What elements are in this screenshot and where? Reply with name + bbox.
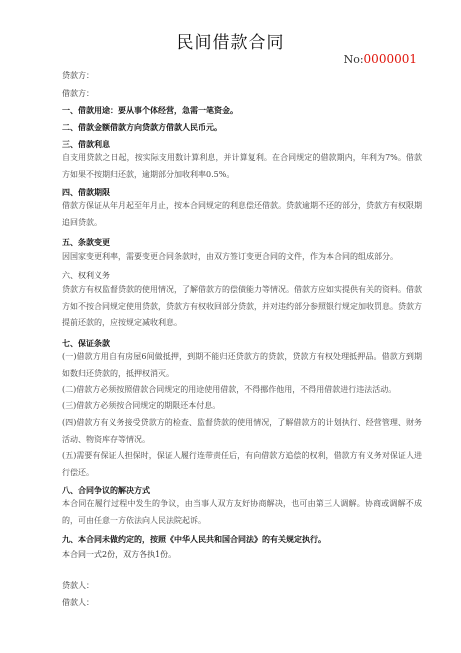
contract-number-value: 0000001 xyxy=(363,52,417,66)
section-1-heading: 一、借款用途：要从事个体经营，急需一笔资金。 xyxy=(62,105,238,115)
contract-number xyxy=(344,52,417,66)
contract-number-label: No: xyxy=(343,53,364,66)
section-2-heading: 二、借款金额借款方向贷款方借款人民币元。 xyxy=(62,122,222,132)
section-5-heading: 五、条款变更 xyxy=(62,237,110,247)
section-7-clause-1: (一)借款方用自有房屋6间做抵押，到期不能归还贷款方的贷款，贷款方有权处理抵押品。借款方到期如数归还贷款的，抵押权消灭。 xyxy=(62,352,422,378)
document-title: 民间借款合同 xyxy=(176,33,285,53)
borrower-field: 借款方： xyxy=(62,89,94,98)
lender-field: 贷款方： xyxy=(62,71,94,80)
section-7-clause-4: (四)借款方有义务接受贷款方的检查、监督贷款的使用情况，了解借款方的计划执行、经营管理、财务活动、物资库存等情况。 xyxy=(62,418,422,444)
section-5-text: 因国家变更利率，需要变更合同条款时，由双方签订变更合同的文件，作为本合同的组成部分。 xyxy=(62,252,398,261)
section-4-heading: 四、借款期限 xyxy=(62,187,110,197)
section-6-heading: 六、权利义务 xyxy=(62,271,110,280)
section-3-heading: 三、借款利息 xyxy=(62,139,110,149)
section-9-heading: 九、本合同未做约定的，按照《中华人民共和国合同法》的有关规定执行。 xyxy=(62,534,326,544)
section-8-heading: 八、合同争议的解决方式 xyxy=(62,485,150,495)
section-8-text: 本合同在履行过程中发生的争议，由当事人双方友好协商解决，也可由第三人调解。协商或调解不成的，可由任意一方依法向人民法院起诉。 xyxy=(62,499,422,525)
lender-signature: 贷款人： xyxy=(62,581,94,590)
section-7-heading: 七、保证条款 xyxy=(62,338,110,348)
copies-note: 本合同一式2份，双方各执1份。 xyxy=(62,550,177,559)
borrower-signature: 借款人： xyxy=(62,598,94,607)
section-7-clause-2: (二)借款方必须按照借款合同规定的用途使用借款，不得挪作他用，不得用借款进行违法活动。 xyxy=(62,385,397,394)
section-7-clause-3: (三)借款方必须按合同规定的期限还本付息。 xyxy=(62,401,221,410)
section-4-text: 借款方保证从年月起至年月止，按本合同规定的利息偿还借款。贷款逾期不还的部分，贷款方有权限期追回贷款。 xyxy=(62,201,422,227)
section-7-clause-5: (五)需要有保证人担保时，保证人履行连带责任后，有向借款方追偿的权利，借款方有义务对保证人进行偿还。 xyxy=(62,451,422,477)
section-6-text: 贷款方有权监督贷款的使用情况，了解借款方的偿债能力等情况。借款方应如实提供有关的资料。借款方如不按合同规定使用贷款，贷款方有权收回部分贷款，并对违约部分参照银行规定加收罚息。贷款方提前还款的，应按规定减收利息。 xyxy=(62,285,422,327)
section-3-text: 自支用贷款之日起，按实际支用数计算利息，并计算复利。在合同规定的借款期内，年利为7%。借款方如果不按期归还款，逾期部分加收利率0.5%。 xyxy=(62,153,422,179)
